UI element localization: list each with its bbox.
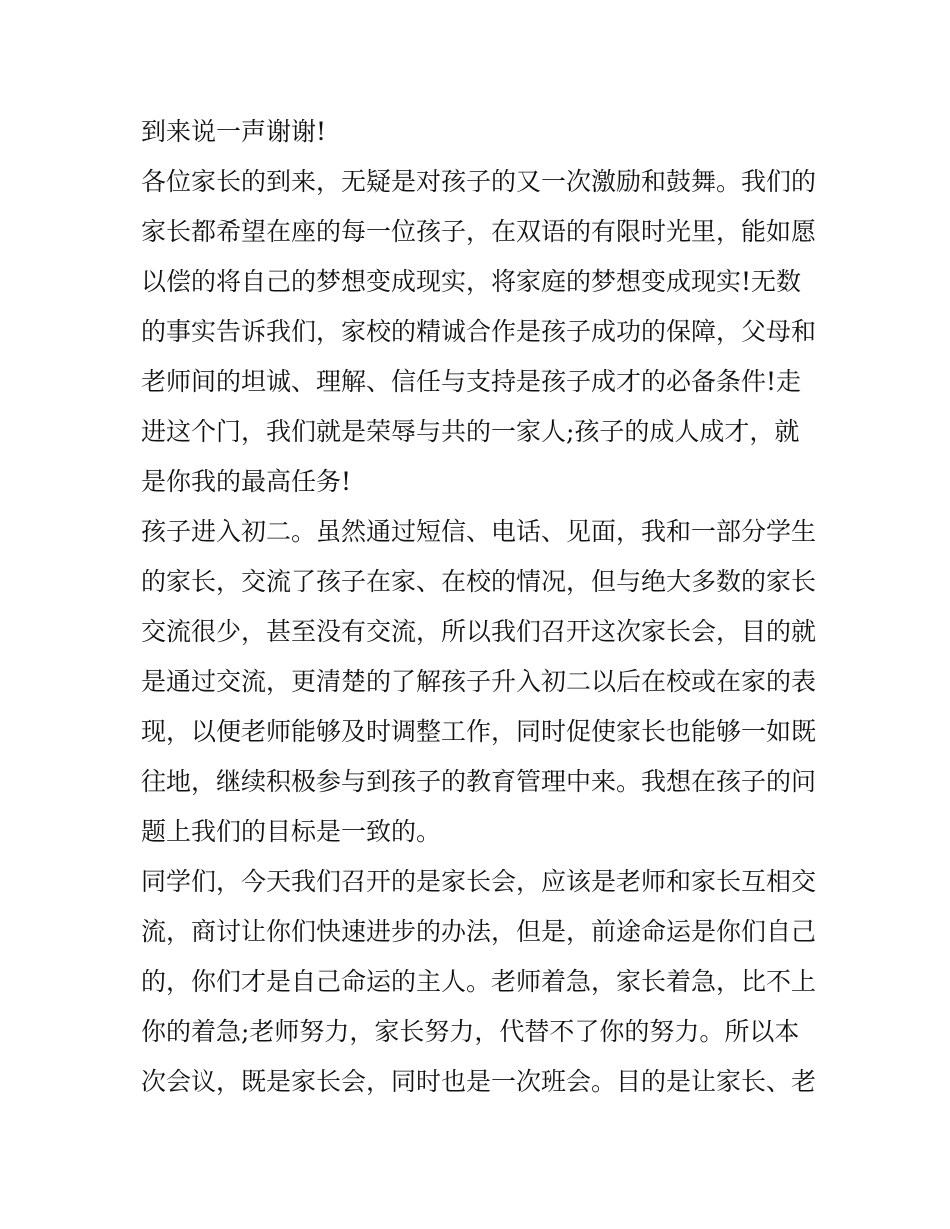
text-line: 老师间的坦诚、理解、信任与支持是孩子成才的必备条件!走: [141, 367, 802, 396]
text-line: 次会议，既是家长会，同时也是一次班会。目的是让家长、老: [141, 1067, 817, 1096]
text-line: 往地，继续积极参与到孩子的教育管理中来。我想在孩子的问: [141, 767, 817, 796]
text-line: 流，商讨让你们快速进步的办法，但是，前途命运是你们自己: [141, 917, 817, 946]
text-line: 各位家长的到来，无疑是对孩子的又一次激励和鼓舞。我们的: [141, 167, 817, 196]
text-line: 的家长，交流了孩子在家、在校的情况，但与绝大多数的家长: [141, 567, 817, 596]
text-line: 到来说一声谢谢!: [141, 117, 327, 146]
text-line: 家长都希望在座的每一位孩子，在双语的有限时光里，能如愿: [141, 217, 817, 246]
text-line: 你的着急;老师努力，家长努力，代替不了你的努力。所以本: [141, 1017, 800, 1046]
text-line: 孩子进入初二。虽然通过短信、电话、见面，我和一部分学生: [141, 517, 817, 546]
text-line: 以偿的将自己的梦想变成现实，将家庭的梦想变成现实!无数: [141, 267, 802, 296]
text-line: 现，以便老师能够及时调整工作，同时促使家长也能够一如既: [141, 717, 817, 746]
text-line: 是通过交流，更清楚的了解孩子升入初二以后在校或在家的表: [141, 667, 817, 696]
text-line: 交流很少，甚至没有交流，所以我们召开这次家长会，目的就: [141, 617, 817, 646]
text-line: 题上我们的目标是一致的。: [141, 817, 442, 846]
text-line: 进这个门，我们就是荣辱与共的一家人;孩子的成人成才，就: [141, 417, 800, 446]
text-line: 是你我的最高任务!: [141, 467, 352, 496]
document-body: [141, 107, 821, 1107]
text-line: 的事实告诉我们，家校的精诚合作是孩子成功的保障，父母和: [141, 317, 817, 346]
text-line: 的，你们才是自己命运的主人。老师着急，家长着急，比不上: [141, 967, 817, 996]
text-line: 同学们，今天我们召开的是家长会，应该是老师和家长互相交: [141, 867, 817, 896]
